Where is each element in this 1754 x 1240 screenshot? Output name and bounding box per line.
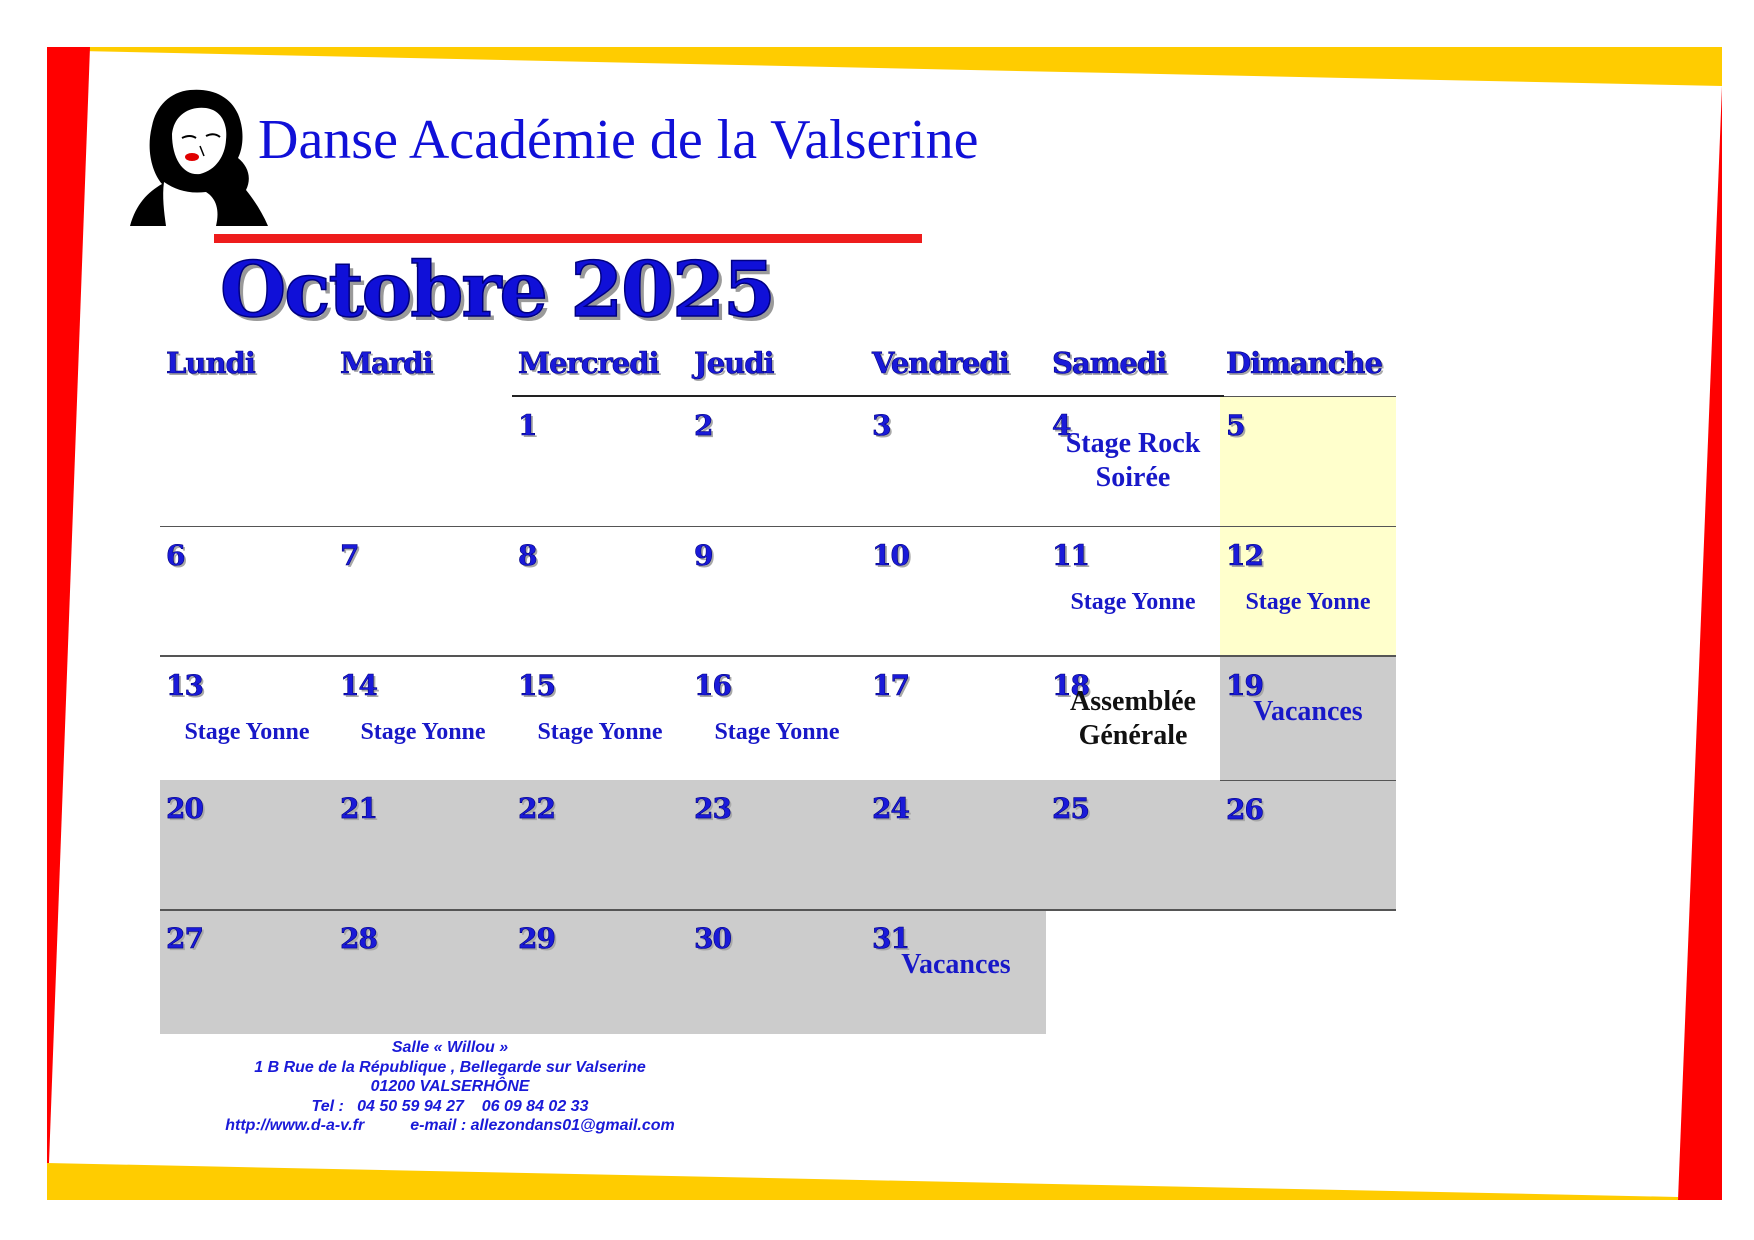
calendar-day-7 bbox=[334, 526, 512, 656]
day-name-sunday: Dimanche bbox=[1226, 346, 1382, 380]
day-number: 18 bbox=[1052, 669, 1089, 702]
calendar-day-4 bbox=[1046, 396, 1220, 526]
footer-contact bbox=[160, 1038, 740, 1136]
day-number: 2 bbox=[694, 409, 713, 442]
day-event: Stage Yonne bbox=[714, 719, 840, 745]
day-number: 17 bbox=[872, 669, 909, 702]
month-title: Octobre 2025 bbox=[220, 245, 774, 334]
title-underline bbox=[214, 234, 922, 243]
calendar-day-12 bbox=[1220, 526, 1396, 656]
day-number: 1 bbox=[518, 409, 537, 442]
day-event: Stage Yonne bbox=[1245, 589, 1371, 615]
calendar-day-2 bbox=[688, 396, 866, 526]
calendar-day-27 bbox=[160, 910, 334, 1034]
border-bottom-yellow bbox=[47, 1163, 1678, 1200]
day-number: 23 bbox=[694, 792, 731, 825]
day-number: 21 bbox=[340, 792, 377, 825]
footer-street: 1 B Rue de la République , Bellegarde sur Valserine bbox=[254, 1058, 646, 1076]
calendar-day-19 bbox=[1220, 656, 1396, 780]
day-number: 13 bbox=[166, 669, 203, 702]
footer-city: 01200 VALSERHÔNE bbox=[370, 1078, 530, 1095]
border-top-yellow bbox=[80, 47, 1722, 86]
calendar-day-29 bbox=[512, 910, 688, 1034]
calendar-day-23 bbox=[688, 780, 866, 910]
day-number: 9 bbox=[694, 539, 713, 572]
day-event: Assemblée Générale bbox=[1070, 686, 1196, 751]
day-number: 5 bbox=[1226, 409, 1245, 442]
calendar-day-16 bbox=[688, 656, 866, 780]
calendar-day-21 bbox=[334, 780, 512, 910]
day-name-wednesday: Mercredi bbox=[518, 346, 659, 380]
day-number: 6 bbox=[166, 539, 185, 572]
day-number: 12 bbox=[1226, 539, 1263, 572]
calendar-day-8 bbox=[512, 526, 688, 656]
day-event: Stage Yonne bbox=[537, 719, 663, 745]
footer-email[interactable]: e-mail : allezondans01@gmail.com bbox=[410, 1117, 675, 1134]
calendar-day-20 bbox=[160, 780, 334, 910]
day-number: 7 bbox=[340, 539, 359, 572]
grid-rule bbox=[160, 909, 1396, 911]
day-number: 14 bbox=[340, 669, 377, 702]
footer-phone: Tel : 04 50 59 94 27 06 09 84 02 33 bbox=[311, 1097, 589, 1115]
day-number: 19 bbox=[1226, 669, 1263, 702]
calendar-day-13 bbox=[160, 656, 334, 780]
calendar-day-17 bbox=[866, 656, 1046, 780]
day-number: 20 bbox=[166, 792, 203, 825]
border-left-red bbox=[47, 47, 90, 1163]
day-number: 22 bbox=[518, 792, 555, 825]
day-number: 8 bbox=[518, 539, 537, 572]
day-number: 31 bbox=[872, 922, 909, 955]
calendar-day-18 bbox=[1046, 656, 1220, 780]
calendar-day-1 bbox=[512, 396, 688, 526]
day-number: 30 bbox=[694, 922, 731, 955]
calendar-day-3 bbox=[866, 396, 1046, 526]
day-name-saturday: Samedi bbox=[1052, 346, 1167, 380]
day-number: 29 bbox=[518, 922, 555, 955]
org-name: Danse Académie de la Valserine bbox=[258, 109, 979, 171]
day-name-monday: Lundi bbox=[166, 346, 255, 380]
calendar-day-31 bbox=[866, 910, 1046, 1034]
calendar-day-15 bbox=[512, 656, 688, 780]
grid-rule bbox=[160, 655, 1396, 657]
day-name-tuesday: Mardi bbox=[340, 346, 433, 380]
day-event: Stage Rock Soirée bbox=[1065, 428, 1201, 493]
day-number: 10 bbox=[872, 539, 909, 572]
calendar-day-14 bbox=[334, 656, 512, 780]
calendar-day-10 bbox=[866, 526, 1046, 656]
marilyn-portrait-logo bbox=[126, 86, 272, 228]
day-event: Stage Yonne bbox=[1070, 589, 1196, 615]
day-number: 16 bbox=[694, 669, 731, 702]
calendar-day-25 bbox=[1046, 780, 1220, 910]
day-event: Vacances bbox=[901, 949, 1011, 980]
calendar-day-9 bbox=[688, 526, 866, 656]
calendar-day-26 bbox=[1220, 780, 1396, 910]
footer-venue: Salle « Willou » bbox=[391, 1039, 509, 1056]
day-number: 28 bbox=[340, 922, 377, 955]
day-event: Stage Yonne bbox=[184, 719, 310, 745]
day-number: 27 bbox=[166, 922, 203, 955]
day-number: 25 bbox=[1052, 792, 1089, 825]
calendar-day-6 bbox=[160, 526, 334, 656]
calendar-day-5 bbox=[1220, 396, 1396, 526]
calendar-day-11 bbox=[1046, 526, 1220, 656]
day-number: 26 bbox=[1226, 793, 1263, 826]
calendar-day-24 bbox=[866, 780, 1046, 910]
day-number: 11 bbox=[1052, 539, 1089, 572]
day-event: Stage Yonne bbox=[360, 719, 486, 745]
calendar-day-22 bbox=[512, 780, 688, 910]
grid-rule bbox=[512, 395, 1224, 397]
day-number: 4 bbox=[1052, 409, 1071, 442]
calendar-day-30 bbox=[688, 910, 866, 1034]
day-name-thursday: Jeudi bbox=[694, 346, 774, 380]
day-event: Vacances bbox=[1253, 696, 1363, 727]
day-name-friday: Vendredi bbox=[872, 346, 1009, 380]
footer-website-link[interactable]: http://www.d-a-v.fr bbox=[225, 1117, 365, 1134]
day-number: 15 bbox=[518, 669, 555, 702]
border-right-red bbox=[1678, 86, 1722, 1200]
calendar-day-28 bbox=[334, 910, 512, 1034]
day-number: 24 bbox=[872, 792, 909, 825]
day-number: 3 bbox=[872, 409, 891, 442]
